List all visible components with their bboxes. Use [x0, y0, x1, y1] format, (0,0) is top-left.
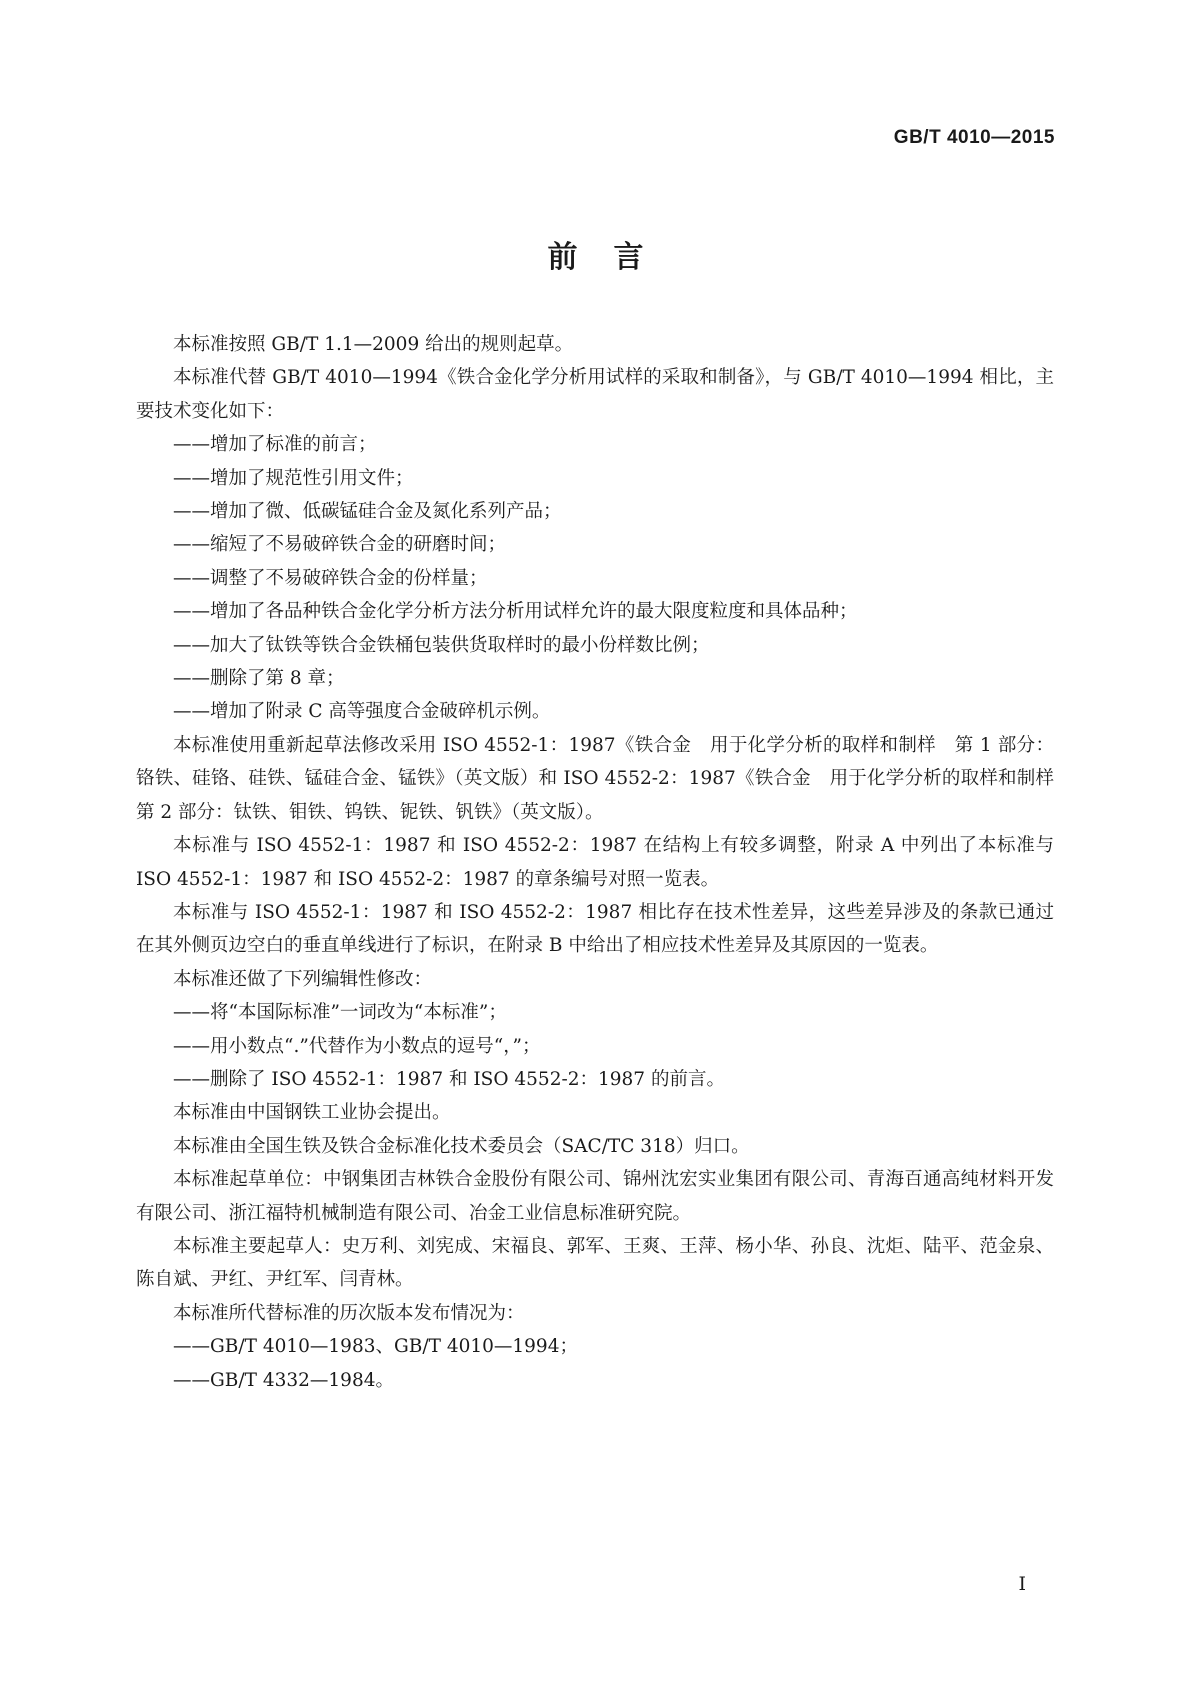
- list-item: ——删除了 ISO 4552-1：1987 和 ISO 4552-2：1987 的前言。: [173, 1068, 725, 1090]
- list-item: ——GB/T 4010—1983、GB/T 4010—1994；: [173, 1336, 578, 1358]
- page-number: I: [1018, 1573, 1026, 1595]
- standard-code: GB/T 4010—2015: [893, 127, 1055, 148]
- paragraph: 本标准使用重新起草法修改采用 ISO 4552-1：1987《铁合金 用于化学分析的取样和制样 第 1 部分：铬铁、硅铬、硅铁、锰硅合金、锰铁》（英文版）和 ISO 4552-2：1987《铁合金 用于化学分析的取样和制样 第 2 部分：钛铁、钼铁、钨铁、铌铁、钒铁》（英文版）。: [136, 734, 1073, 823]
- page-title: 前言: [547, 240, 680, 275]
- list-item: ——增加了各品种铁合金化学分析方法分析用试样允许的最大限度粒度和具体品种；: [173, 601, 858, 623]
- list-item: ——增加了标准的前言；: [173, 434, 377, 456]
- list-item: ——缩短了不易破碎铁合金的研磨时间；: [173, 534, 507, 556]
- paragraph: 本标准与 ISO 4552-1：1987 和 ISO 4552-2：1987 在结构上有较多调整，附录 A 中列出了本标准与 ISO 4552-1：1987 和 ISO 4552-2：1987 的章条编号对照一览表。: [136, 835, 1054, 890]
- paragraph: 本标准主要起草人：史万利、刘宪成、宋福良、郭军、王爽、王萍、杨小华、孙良、沈炬、陆平、范金泉、陈自斌、尹红、尹红军、闫青林。: [136, 1235, 1054, 1291]
- list-item: ——将“本国际标准”一词改为“本标准”；: [173, 1002, 507, 1024]
- paragraph: 本标准与 ISO 4552-1：1987 和 ISO 4552-2：1987 相比存在技术性差异，这些差异涉及的条款已通过在其外侧页边空白的垂直单线进行了标识，在附录 B 中给出了相应技术性差异及其原因的一览表。: [136, 901, 1054, 957]
- paragraph: 本标准由中国钢铁工业协会提出。: [173, 1102, 451, 1124]
- paragraph: 本标准代替 GB/T 4010—1994《铁合金化学分析用试样的采取和制备》，与 GB/T 4010—1994 相比，主要技术变化如下：: [136, 367, 1054, 422]
- list-item: ——GB/T 4332—1984。: [173, 1369, 394, 1391]
- paragraph: 本标准由全国生铁及铁合金标准化技术委员会（SAC/TC 318）归口。: [173, 1135, 750, 1157]
- paragraph: 本标准所代替标准的历次版本发布情况为：: [173, 1302, 525, 1324]
- list-item: ——增加了微、低碳锰硅合金及氮化系列产品；: [173, 501, 562, 523]
- list-item: ——增加了附录 C 高等强度合金破碎机示例。: [173, 701, 551, 723]
- list-item: ——调整了不易破碎铁合金的份样量；: [173, 567, 488, 589]
- paragraph: 本标准按照 GB/T 1.1—2009 给出的规则起草。: [173, 334, 574, 355]
- paragraph: 本标准起草单位：中钢集团吉林铁合金股份有限公司、锦州沈宏实业集团有限公司、青海百通高纯材料开发有限公司、浙江福特机械制造有限公司、冶金工业信息标准研究院。: [136, 1169, 1054, 1224]
- list-item: ——用小数点“.”代替作为小数点的逗号“，”；: [173, 1035, 541, 1057]
- paragraph: 本标准还做了下列编辑性修改：: [173, 968, 433, 990]
- list-item: ——删除了第 8 章；: [173, 668, 345, 690]
- preface-body: [136, 328, 1073, 1397]
- list-item: ——增加了规范性引用文件；: [173, 467, 414, 489]
- list-item: ——加大了钛铁等铁合金铁桶包装供货取样时的最小份样数比例；: [173, 634, 710, 656]
